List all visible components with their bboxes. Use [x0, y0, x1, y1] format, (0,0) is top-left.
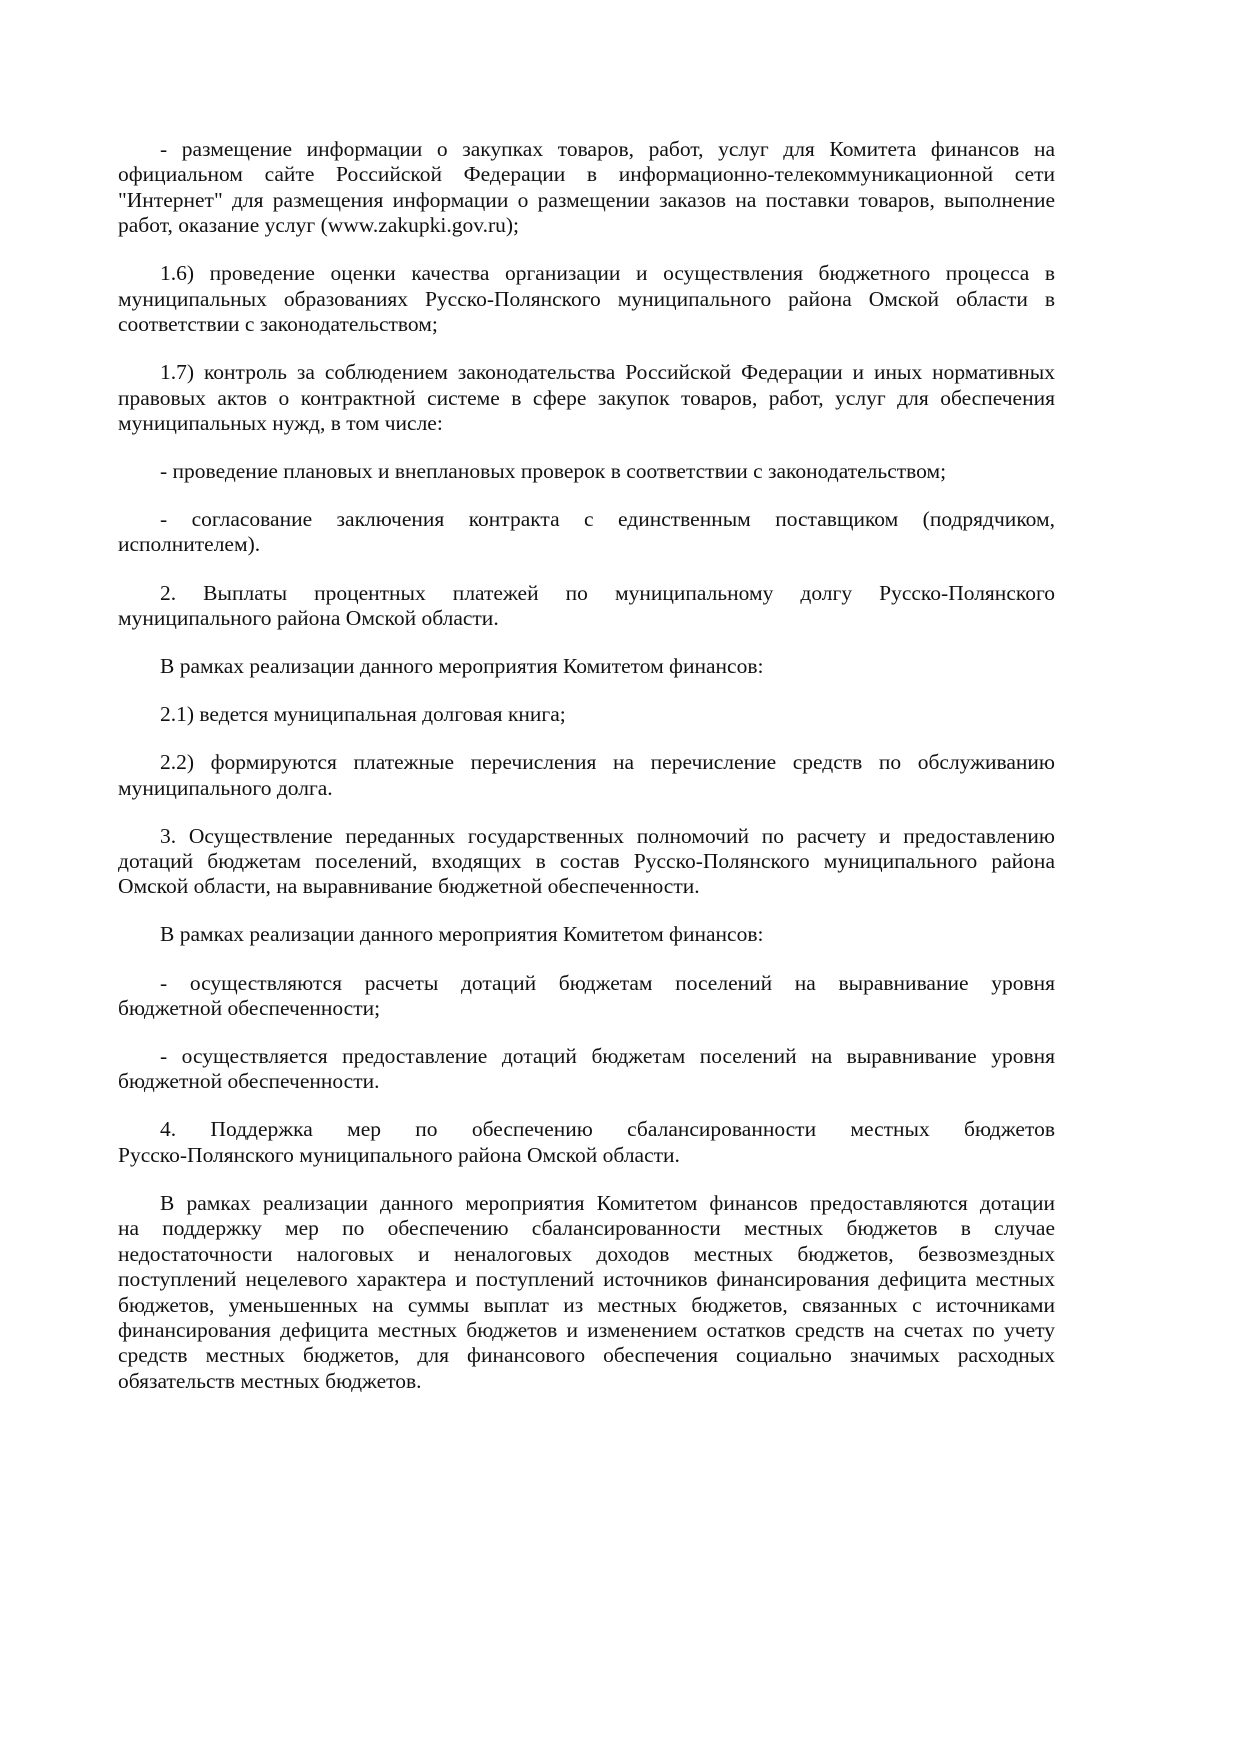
paragraph — [118, 581, 1055, 632]
paragraph — [118, 360, 1055, 436]
text-line: муниципальных образованиях Русско-Полянского муниципального района Омской области в — [118, 286, 1055, 311]
text-line: Омской области, на выравнивание бюджетной обеспеченности. — [118, 874, 700, 899]
text-line: недостаточности налоговых и неналоговых доходов местных бюджетов, безвозмездных — [118, 1241, 1055, 1266]
text-line: "Интернет" для размещения информации о размещении заказов на поставки товаров, выполнение — [118, 187, 1055, 212]
paragraph — [118, 1191, 1055, 1394]
paragraph — [118, 1044, 1055, 1095]
paragraph — [118, 750, 1055, 801]
paragraph — [118, 922, 1055, 947]
document-page — [118, 137, 1055, 1417]
text-line: бюджетной обеспеченности. — [118, 1069, 380, 1094]
paragraph — [118, 459, 1055, 484]
text-line: обязательств местных бюджетов. — [118, 1368, 422, 1393]
text-line: - осуществляются расчеты дотаций бюджетам поселений на выравнивание уровня — [160, 970, 1055, 995]
text-line: на поддержку мер по обеспечению сбалансированности местных бюджетов в случае — [118, 1216, 1055, 1241]
text-line: поступлений нецелевого характера и поступлений источников финансирования дефицита местных — [118, 1267, 1055, 1292]
text-line: 2.1) ведется муниципальная долговая книга; — [160, 702, 566, 727]
text-line: В рамках реализации данного мероприятия Комитетом финансов предоставляются дотации — [160, 1190, 1055, 1215]
text-line: - размещение информации о закупках товаров, работ, услуг для Комитета финансов на — [160, 137, 1055, 161]
text-line: - согласование заключения контракта с единственным поставщиком (подрядчиком, — [160, 507, 1055, 532]
paragraph — [118, 654, 1055, 679]
text-line: 2.2) формируются платежные перечисления на перечисление средств по обслуживанию — [160, 750, 1055, 775]
text-line: бюджетной обеспеченности; — [118, 995, 381, 1020]
paragraph — [118, 1117, 1055, 1168]
text-line: Русско-Полянского муниципального района Омской области. — [118, 1142, 680, 1167]
paragraph — [118, 261, 1055, 337]
text-line: 4. Поддержка мер по обеспечению сбалансированности местных бюджетов — [160, 1117, 1055, 1142]
text-line: официальном сайте Российской Федерации в информационно-телекоммуникационной сети — [118, 162, 1055, 187]
text-line: 3. Осуществление переданных государственных полномочий по расчету и предоставлению — [160, 823, 1055, 848]
paragraph — [118, 702, 1055, 727]
text-line: - проведение плановых и внеплановых проверок в соответствии с законодательством; — [160, 458, 947, 483]
paragraph — [118, 507, 1055, 558]
paragraph — [118, 824, 1055, 900]
text-line: бюджетов, уменьшенных на суммы выплат из местных бюджетов, связанных с источниками — [118, 1292, 1055, 1317]
text-line: 1.6) проведение оценки качества организации и осуществления бюджетного процесса в — [160, 261, 1055, 286]
text-line: работ, оказание услуг (www.zakupki.gov.ru); — [118, 213, 519, 238]
text-line: соответствии с законодательством; — [118, 312, 438, 337]
text-line: муниципального долга. — [118, 775, 333, 800]
paragraph — [118, 971, 1055, 1022]
text-line: финансирования дефицита местных бюджетов и изменением остатков средств на счетах по учету — [118, 1317, 1055, 1342]
text-line: муниципальных нужд, в том числе: — [118, 410, 443, 435]
text-line: правовых актов о контрактной системе в сфере закупок товаров, работ, услуг для обеспечения — [118, 385, 1055, 410]
text-line: исполнителем). — [118, 532, 261, 557]
text-line: 1.7) контроль за соблюдением законодательства Российской Федерации и иных нормативных — [160, 360, 1055, 385]
text-line: В рамках реализации данного мероприятия Комитетом финансов: — [160, 653, 764, 678]
text-line: - осуществляется предоставление дотаций бюджетам поселений на выравнивание уровня — [160, 1044, 1055, 1069]
text-line: дотаций бюджетам поселений, входящих в состав Русско-Полянского муниципального района — [118, 849, 1055, 873]
text-line: 2. Выплаты процентных платежей по муниципальному долгу Русско-Полянского — [160, 580, 1055, 605]
text-line: В рамках реализации данного мероприятия Комитетом финансов: — [160, 922, 764, 947]
text-line: муниципального района Омской области. — [118, 605, 499, 630]
text-line: средств местных бюджетов, для финансового обеспечения социально значимых расходных — [118, 1343, 1055, 1368]
paragraph — [118, 137, 1055, 239]
